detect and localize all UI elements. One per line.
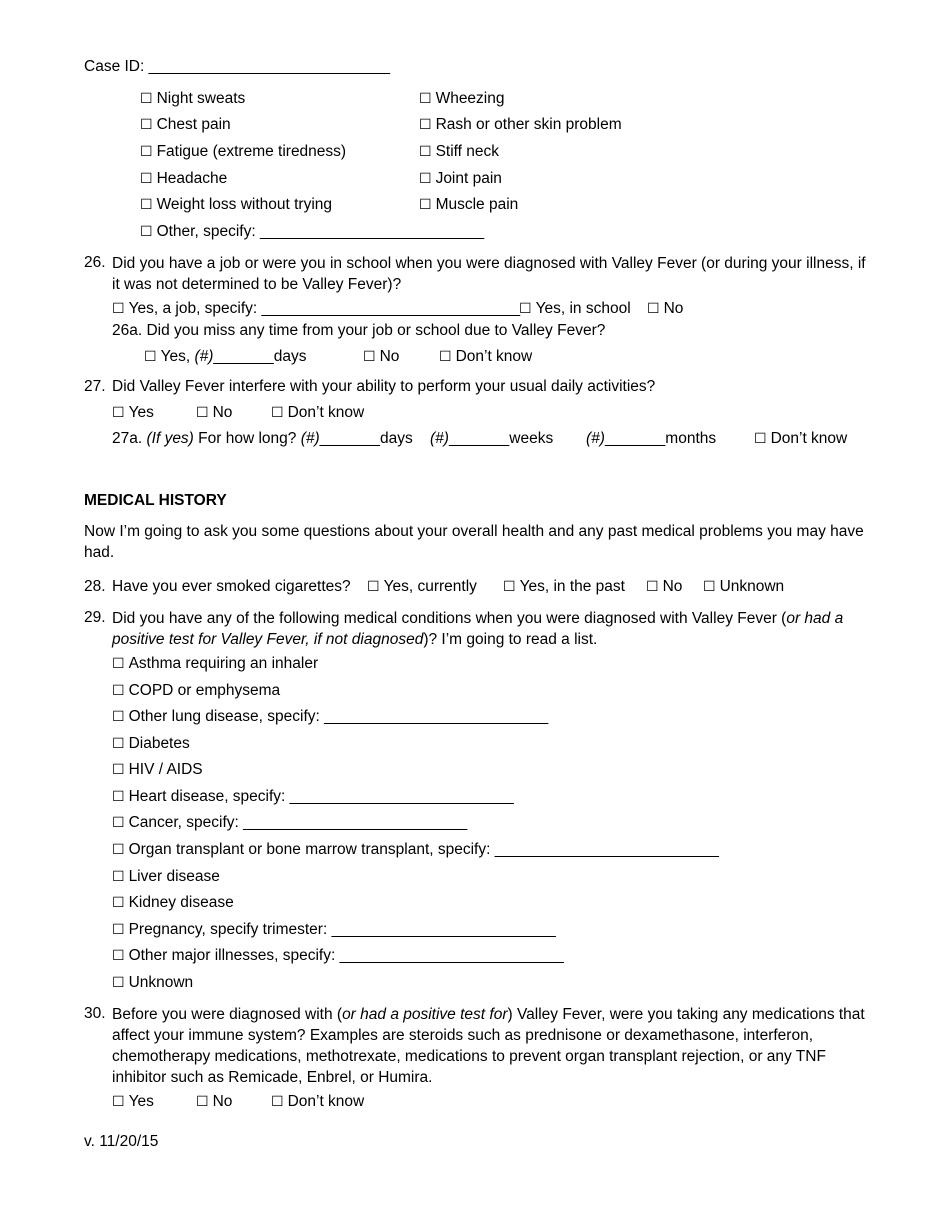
checkbox-icon[interactable]: ☐ [112, 789, 125, 805]
checkbox-option[interactable]: ☐ Yes [112, 404, 154, 421]
checkbox-option[interactable]: ☐ Heart disease, specify: __________________________ [112, 788, 514, 805]
checkbox-icon[interactable]: ☐ [112, 842, 125, 858]
checkbox-icon[interactable]: ☐ [646, 579, 659, 595]
checkbox-icon[interactable]: ☐ [196, 1094, 209, 1110]
checkbox-option[interactable]: ☐ Stiff neck [419, 143, 500, 160]
section-heading: MEDICAL HISTORY [84, 492, 227, 509]
checkbox-option[interactable]: ☐ Yes, (#)_______days [144, 348, 307, 365]
checkbox-option[interactable]: ☐ Yes, in the past [503, 578, 625, 595]
checkbox-option[interactable]: ☐ Yes [112, 1093, 154, 1110]
checkbox-icon[interactable]: ☐ [112, 656, 125, 672]
question-text: Before you were diagnosed with (or had a positive test for) Valley Fever, were you taking any medications that affect your immune system? Examples are steroids such as prednisone or dexamethasone, interferon, chemotherapy medications, methotrexate, medications to prevent organ transplant rejection, or any TNF inhibitor such as Remicade, Enbrel, or Humira. [112, 1006, 865, 1086]
checkbox-icon[interactable]: ☐ [419, 144, 432, 160]
question-number: 26. [84, 254, 106, 271]
question-number: 27. [84, 378, 106, 395]
checkbox-option[interactable]: ☐ HIV / AIDS [112, 761, 203, 778]
section-intro: Now I’m going to ask you some questions about your overall health and any past medical problems you may have had. [84, 523, 864, 561]
checkbox-icon[interactable]: ☐ [271, 405, 284, 421]
question-number: 29. [84, 609, 106, 626]
checkbox-icon[interactable]: ☐ [140, 117, 153, 133]
checkbox-option[interactable]: ☐ No [196, 404, 233, 421]
checkbox-icon[interactable]: ☐ [503, 579, 516, 595]
checkbox-option[interactable]: ☐ COPD or emphysema [112, 682, 281, 699]
checkbox-icon[interactable]: ☐ [112, 975, 125, 991]
checkbox-option[interactable]: ☐ Unknown [112, 974, 194, 991]
checkbox-option[interactable]: ☐ Pregnancy, specify trimester: __________________________ [112, 921, 556, 938]
checkbox-option[interactable]: ☐ Asthma requiring an inhaler [112, 655, 319, 672]
checkbox-option[interactable]: ☐ Other lung disease, specify: __________________________ [112, 708, 549, 725]
checkbox-icon[interactable]: ☐ [703, 579, 716, 595]
checkbox-icon[interactable]: ☐ [519, 301, 532, 317]
checkbox-option[interactable]: ☐ Kidney disease [112, 894, 234, 911]
checkbox-icon[interactable]: ☐ [419, 117, 432, 133]
checkbox-option[interactable]: ☐ Rash or other skin problem [419, 116, 622, 133]
checkbox-option[interactable]: ☐ Muscle pain [419, 196, 519, 213]
checkbox-icon[interactable]: ☐ [140, 197, 153, 213]
subquestion-text: 27a. (If yes) For how long? (#)_______days [112, 430, 413, 447]
checkbox-icon[interactable]: ☐ [439, 349, 452, 365]
question-number: 28. [84, 578, 106, 595]
checkbox-option[interactable]: ☐ Unknown [703, 578, 785, 595]
checkbox-option[interactable]: ☐ Other major illnesses, specify: __________________________ [112, 947, 564, 964]
checkbox-icon[interactable]: ☐ [271, 1094, 284, 1110]
checkbox-option[interactable]: ☐ No [363, 348, 400, 365]
checkbox-option[interactable]: ☐ Liver disease [112, 868, 220, 885]
checkbox-option[interactable]: ☐ Cancer, specify: __________________________ [112, 814, 468, 831]
checkbox-icon[interactable]: ☐ [112, 869, 125, 885]
checkbox-icon[interactable]: ☐ [112, 709, 125, 725]
checkbox-option[interactable]: ☐ No [647, 300, 684, 317]
checkbox-option[interactable]: ☐ Weight loss without trying [140, 196, 333, 213]
question-text: Did you have any of the following medical conditions when you were diagnosed with Valley Fever (or had a positive test for Valley Fever, if not diagnosed)? I’m going to read a list. [112, 610, 844, 648]
question-text: Did you have a job or were you in school when you were diagnosed with Valley Fever (or during your illness, if it was not determined to be Valley Fever)? [112, 255, 866, 293]
checkbox-option[interactable]: ☐ Yes, in school [519, 300, 631, 317]
checkbox-option[interactable]: ☐ Wheezing [419, 90, 505, 107]
duration-weeks: (#)_______weeks [430, 430, 554, 447]
checkbox-icon[interactable]: ☐ [112, 815, 125, 831]
checkbox-icon[interactable]: ☐ [112, 948, 125, 964]
checkbox-icon[interactable]: ☐ [112, 301, 125, 317]
checkbox-icon[interactable]: ☐ [754, 431, 767, 447]
checkbox-option[interactable]: ☐ Don’t know [271, 1093, 365, 1110]
checkbox-option[interactable]: ☐ Don’t know [754, 430, 848, 447]
checkbox-icon[interactable]: ☐ [419, 91, 432, 107]
checkbox-option[interactable]: ☐ Other, specify: __________________________ [140, 223, 485, 240]
version-footer: v. 11/20/15 [84, 1133, 159, 1150]
checkbox-icon[interactable]: ☐ [112, 736, 125, 752]
checkbox-icon[interactable]: ☐ [419, 171, 432, 187]
checkbox-icon[interactable]: ☐ [647, 301, 660, 317]
checkbox-option[interactable]: ☐ Don’t know [271, 404, 365, 421]
checkbox-option[interactable]: ☐ Headache [140, 170, 228, 187]
checkbox-option[interactable]: ☐ Diabetes [112, 735, 190, 752]
checkbox-option[interactable]: ☐ Yes, currently [367, 578, 477, 595]
checkbox-icon[interactable]: ☐ [144, 349, 157, 365]
subquestion-text: 26a. Did you miss any time from your job or school due to Valley Fever? [112, 322, 606, 339]
checkbox-icon[interactable]: ☐ [112, 762, 125, 778]
checkbox-option[interactable]: ☐ No [196, 1093, 233, 1110]
case-id-label: Case ID: ____________________________ [84, 58, 390, 75]
checkbox-icon[interactable]: ☐ [140, 91, 153, 107]
question-number: 30. [84, 1005, 106, 1022]
checkbox-option[interactable]: ☐ Chest pain [140, 116, 231, 133]
checkbox-option[interactable]: ☐ Organ transplant or bone marrow transplant, specify: __________________________ [112, 841, 719, 858]
checkbox-icon[interactable]: ☐ [140, 224, 153, 240]
checkbox-icon[interactable]: ☐ [112, 922, 125, 938]
checkbox-icon[interactable]: ☐ [112, 1094, 125, 1110]
duration-months: (#)_______months [586, 430, 717, 447]
checkbox-icon[interactable]: ☐ [363, 349, 376, 365]
checkbox-icon[interactable]: ☐ [196, 405, 209, 421]
question-text: Did Valley Fever interfere with your ability to perform your usual daily activities? [112, 378, 656, 395]
checkbox-option[interactable]: ☐ Don’t know [439, 348, 533, 365]
checkbox-option[interactable]: ☐ Yes, a job, specify: ______________________________ [112, 300, 521, 317]
checkbox-icon[interactable]: ☐ [112, 683, 125, 699]
checkbox-icon[interactable]: ☐ [367, 579, 380, 595]
checkbox-icon[interactable]: ☐ [140, 144, 153, 160]
checkbox-icon[interactable]: ☐ [112, 405, 125, 421]
checkbox-option[interactable]: ☐ Night sweats [140, 90, 246, 107]
checkbox-icon[interactable]: ☐ [112, 895, 125, 911]
checkbox-icon[interactable]: ☐ [140, 171, 153, 187]
checkbox-option[interactable]: ☐ Joint pain [419, 170, 502, 187]
checkbox-option[interactable]: ☐ No [646, 578, 683, 595]
question-text: Have you ever smoked cigarettes? [112, 578, 351, 595]
checkbox-option[interactable]: ☐ Fatigue (extreme tiredness) [140, 143, 347, 160]
checkbox-icon[interactable]: ☐ [419, 197, 432, 213]
